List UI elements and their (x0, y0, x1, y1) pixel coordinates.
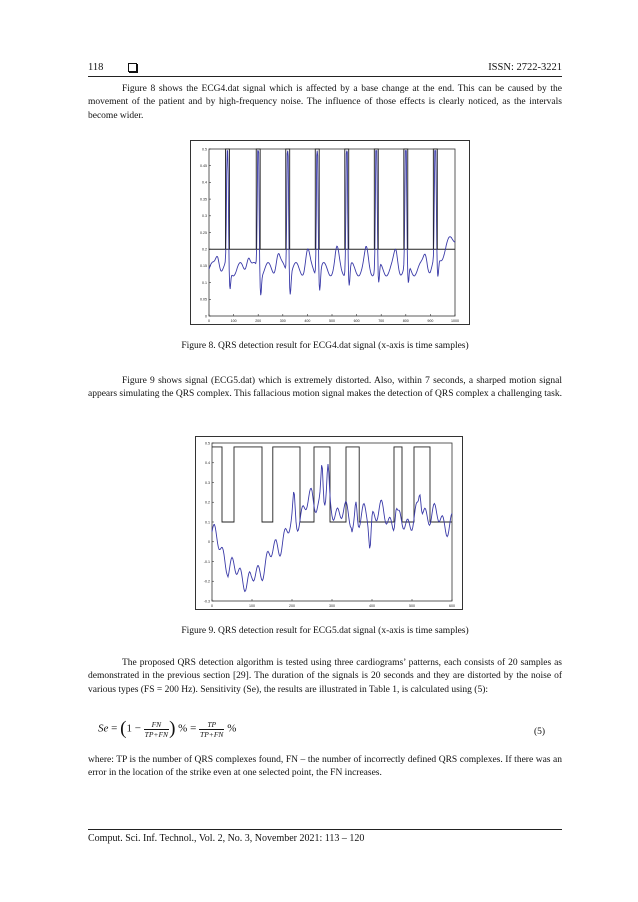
eq-percent-1: % (178, 722, 188, 735)
fig9-y-tick-label: -0.1 (203, 559, 210, 564)
figure-8-plot (191, 141, 469, 324)
fig8-y-tick-label: 0.25 (200, 230, 207, 235)
eq-paren-open: ( (120, 718, 127, 739)
fig8-plot-area (209, 149, 455, 316)
eq-equals-2: = (190, 722, 197, 735)
eq-one: 1 − (126, 722, 141, 735)
checkbox-icon (128, 63, 137, 72)
issn: ISSN: 2722-3221 (488, 62, 562, 73)
fig8-y-tick-label: 0 (205, 314, 207, 319)
fig9-x-tick-label: 300 (329, 604, 335, 608)
fig9-x-tick-label: 400 (369, 604, 375, 608)
eq-lhs: Se (98, 722, 109, 735)
fig9-x-tick-label: 200 (289, 604, 295, 608)
fig9-x-tick-label: 100 (249, 604, 255, 608)
fig8-x-tick-label: 700 (378, 319, 385, 323)
eq-percent-2: % (227, 722, 237, 735)
fig8-y-tick-label: 0.2 (202, 247, 207, 252)
fig9-y-tick-label: 0.3 (205, 480, 210, 485)
eq-fraction-1: $\frac{FN}{TP+FN}$ (144, 719, 169, 739)
fig9-y-tick-label: 0.1 (205, 520, 210, 525)
fig9-y-tick-label: 0.4 (205, 461, 210, 466)
fig9-x-tick-label: 600 (449, 604, 455, 608)
fig8-x-tick-label: 1000 (451, 319, 459, 323)
fig9-y-tick-label: 0.2 (205, 500, 210, 505)
fig9-x-tick-label: 500 (409, 604, 415, 608)
page-number: 118 (88, 62, 104, 73)
eq-fraction-2: $\frac{TP}{TP+FN}$ (200, 719, 224, 739)
fig8-y-tick-label: 0.35 (200, 197, 207, 202)
fig8-y-tick-label: 0.4 (202, 180, 207, 185)
fig9-y-tick-label: -0.3 (203, 599, 210, 604)
figure-9 (195, 436, 463, 610)
header-rule (88, 76, 562, 77)
fig8-x-tick-label: 0 (208, 319, 210, 323)
figure-8-caption: Figure 8. QRS detection result for ECG4.dat signal (x-axis is time samples) (181, 341, 469, 351)
fig8-x-tick-label: 500 (329, 319, 335, 323)
fig8-y-tick-label: 0.3 (202, 214, 207, 219)
fig8-x-tick-label: 600 (353, 319, 360, 323)
fig9-y-tick-label: -0.2 (203, 579, 210, 584)
paragraph-4: where: TP is the number of QRS complexes found, FN – the number of incorrectly defined QRS complexes. If there was an error in the location of the strike even at one selected point, the FN increases. (88, 755, 562, 779)
fig8-y-tick-label: 0.45 (200, 164, 207, 168)
figure-9-plot (196, 437, 462, 609)
fig8-y-tick-label: 0.5 (202, 147, 207, 152)
fig8-x-tick-label: 900 (427, 319, 434, 323)
fig9-y-tick-label: 0 (208, 540, 210, 545)
eq-paren-close: ) (169, 718, 176, 739)
footer-citation: Comput. Sci. Inf. Technol., Vol. 2, No. 3, November 2021: 113 – 120 (88, 833, 365, 844)
equation-5 (98, 718, 236, 740)
fig8-y-tick-label: 0.05 (200, 297, 207, 302)
fig8-x-tick-label: 200 (255, 319, 262, 323)
footer-rule (88, 829, 562, 830)
fig9-y-tick-label: 0.5 (205, 441, 210, 446)
paragraph-1: Figure 8 shows the ECG4.dat signal which is affected by a base change at the end. This can be caused by the movement of the patient and by high-frequency noise. The influence of those effects is clearly noticed, as the intervals become wider. (88, 84, 562, 121)
paragraph-2: Figure 9 shows signal (ECG5.dat) which is extremely distorted. Also, within 7 seconds, a sharped motion signal appears simulating the QRS complex. This fallacious motion signal makes the detection of QRS complex a challenging task. (88, 376, 562, 400)
fig8-y-tick-label: 0.1 (202, 280, 207, 285)
equation-number: (5) (534, 727, 546, 737)
eq-equals: = (111, 722, 118, 735)
paragraph-3: The proposed QRS detection algorithm is tested using three cardiograms’ patterns, each consists of 20 samples as demonstrated in the previous section [29]. The duration of the signals is 20 seconds and they are distorted by the noise of various types (FS = 200 Hz). Sensitivity (Se), the results are illustrated in Table 1, is calculated using (5): (88, 658, 562, 695)
fig8-y-tick-label: 0.15 (200, 264, 207, 269)
figure-9-caption: Figure 9. QRS detection result for ECG5.dat signal (x-axis is time samples) (181, 626, 469, 636)
fig8-x-tick-label: 800 (402, 319, 409, 323)
fig8-x-tick-label: 400 (304, 319, 311, 323)
fig8-x-tick-label: 300 (279, 319, 286, 323)
fig8-x-tick-label: 100 (230, 319, 237, 323)
figure-8 (190, 140, 470, 325)
fig9-x-tick-label: 0 (211, 604, 213, 608)
